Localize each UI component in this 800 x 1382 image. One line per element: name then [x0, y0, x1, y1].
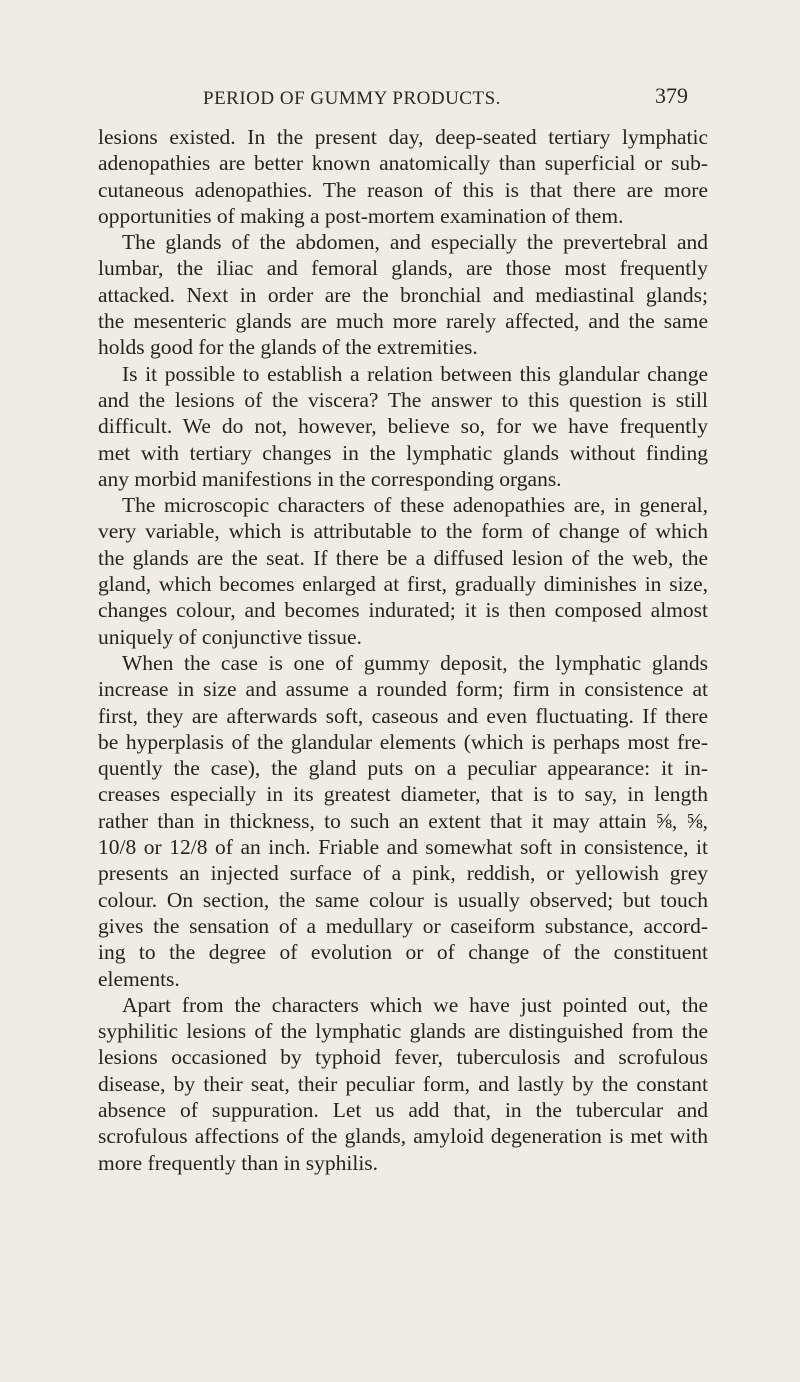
text-line: lumbar, the iliac and femoral glands, are those most frequently: [98, 256, 708, 281]
text-line: elements.: [98, 966, 180, 991]
text-line: first, they are afterwards soft, caseous and even fluctuating. If there: [98, 703, 708, 728]
text-line: absence of suppuration. Let us add that, in the tubercular and: [98, 1097, 708, 1122]
paragraph-start-line: When the case is one of gummy deposit, the lymphatic glands: [122, 650, 708, 675]
paragraph-start-line: Is it possible to establish a relation between this glandular change: [122, 361, 708, 386]
text-line: quently the case), the gland puts on a peculiar appearance: it in-: [98, 756, 708, 781]
text-line: any morbid manifestions in the corresponding organs.: [98, 466, 562, 491]
text-line: difficult. We do not, however, believe so, for we have frequently: [98, 414, 708, 439]
text-line: holds good for the glands of the extremities.: [98, 335, 478, 360]
text-line: met with tertiary changes in the lymphatic glands without finding: [98, 440, 708, 465]
text-line: lesions existed. In the present day, deep-seated tertiary lymphatic: [98, 125, 708, 149]
body-text: [98, 124, 708, 1176]
text-line: creases especially in its greatest diameter, that is to say, in length: [98, 782, 708, 807]
text-line: cutaneous adenopathies. The reason of this is that there are more: [98, 177, 708, 202]
text-line: increase in size and assume a rounded form; firm in consistence at: [98, 677, 708, 702]
running-header: PERIOD OF GUMMY PRODUCTS.: [203, 88, 501, 109]
text-line: gives the sensation of a medullary or caseiform substance, accord-: [98, 913, 708, 938]
page-number: 379: [655, 83, 688, 108]
text-line: changes colour, and becomes indurated; it is then composed almost: [98, 598, 708, 623]
text-line: colour. On section, the same colour is usually observed; but touch: [98, 887, 708, 912]
text-line: ing to the degree of evolution or of change of the constituent: [98, 940, 708, 965]
paragraph-start-line: Apart from the characters which we have just pointed out, the: [122, 992, 708, 1017]
text-line: rather than in thickness, to such an extent that it may attain ⅝, ⅝,: [98, 808, 708, 833]
text-line: syphilitic lesions of the lymphatic glands are distinguished from the: [98, 1019, 708, 1044]
text-line: 10/8 or 12/8 of an inch. Friable and somewhat soft in consistence, it: [98, 835, 708, 860]
text-line: more frequently than in syphilis.: [98, 1150, 379, 1175]
text-line: uniquely of conjunctive tissue.: [98, 624, 362, 649]
text-line: adenopathies are better known anatomically than superficial or sub-: [98, 151, 708, 176]
text-line: be hyperplasis of the glandular elements (which is perhaps most fre-: [98, 729, 708, 754]
text-line: disease, by their seat, their peculiar form, and lastly by the constant: [98, 1071, 708, 1096]
text-line: the mesenteric glands are much more rarely affected, and the same: [98, 309, 708, 334]
text-line: scrofulous affections of the glands, amyloid degeneration is met with: [98, 1124, 708, 1149]
text-line: gland, which becomes enlarged at first, gradually diminishes in size,: [98, 572, 708, 597]
text-line: the glands are the seat. If there be a diffused lesion of the web, the: [98, 545, 708, 570]
text-line: very variable, which is attributable to the form of change of which: [98, 519, 708, 544]
paragraph-start-line: The microscopic characters of these adenopathies are, in general,: [122, 493, 708, 518]
text-line: attacked. Next in order are the bronchial and mediastinal glands;: [98, 282, 708, 307]
text-line: opportunities of making a post-mortem examination of them.: [98, 203, 624, 228]
text-line: lesions occasioned by typhoid fever, tuberculosis and scrofulous: [98, 1045, 708, 1070]
text-line: and the lesions of the viscera? The answer to this question is still: [98, 387, 708, 412]
text-line: presents an injected surface of a pink, reddish, or yellowish grey: [98, 861, 708, 886]
paragraph-start-line: The glands of the abdomen, and especially the prevertebral and: [122, 230, 708, 255]
